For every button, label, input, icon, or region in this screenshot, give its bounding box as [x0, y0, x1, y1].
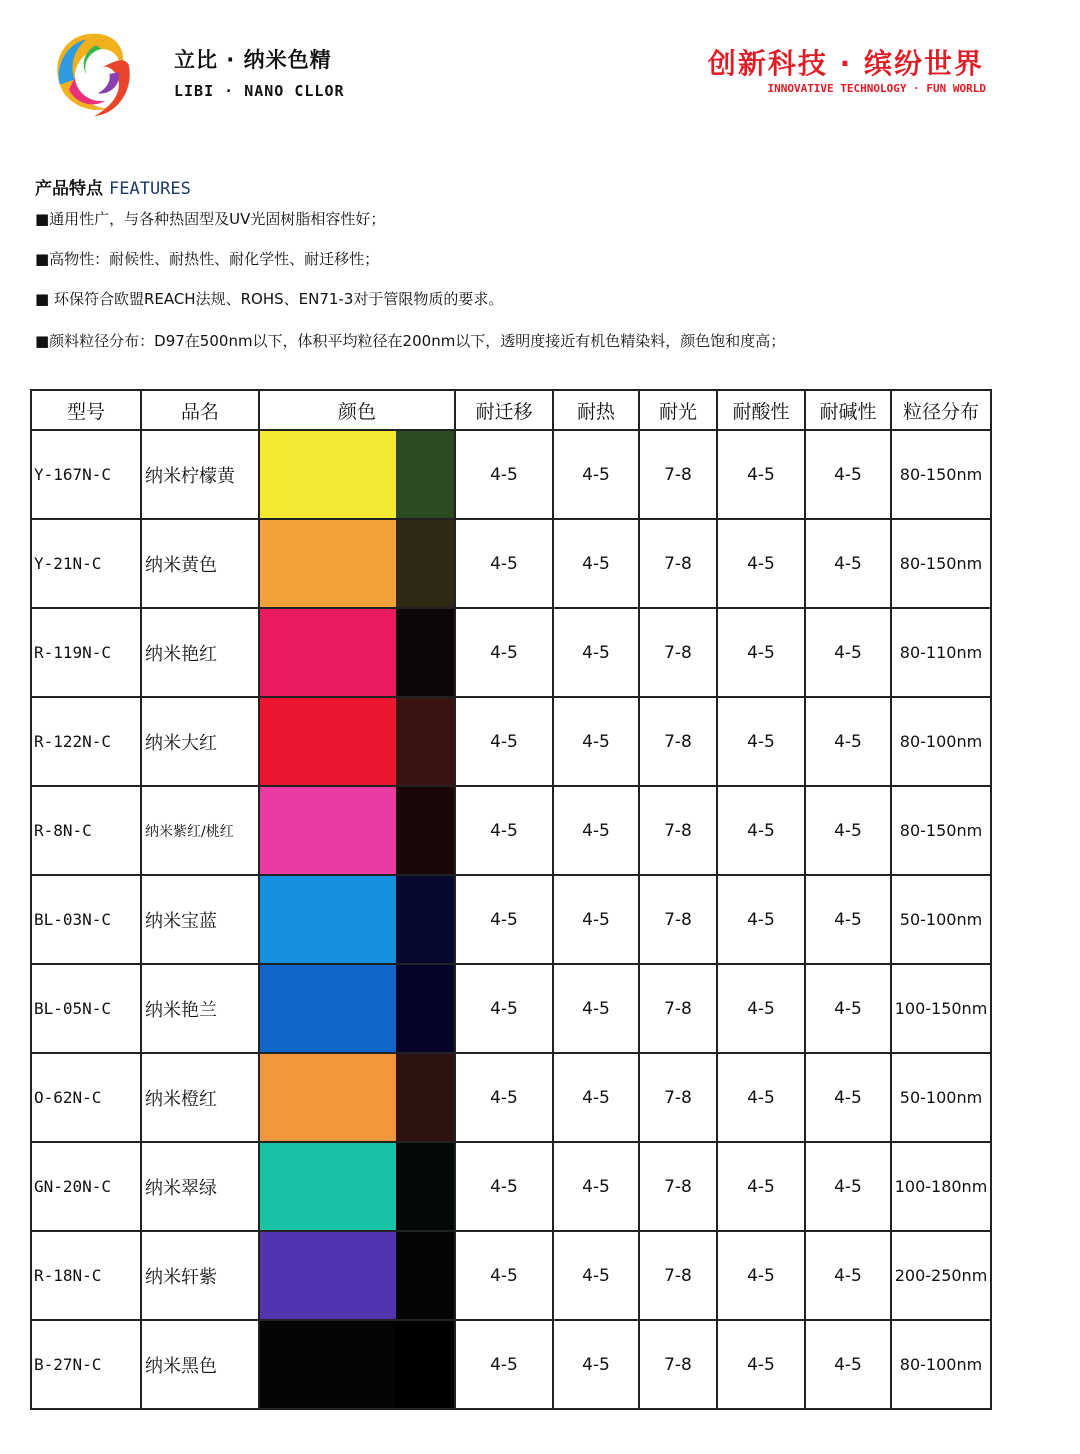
light-cell: 7-8 [639, 519, 717, 608]
swatch-light [260, 431, 396, 518]
alkali-cell: 4-5 [805, 1231, 891, 1320]
heat-cell: 4-5 [553, 1053, 639, 1142]
light-cell: 7-8 [639, 1320, 717, 1409]
particle-size-cell: 100-150nm [891, 964, 991, 1053]
migration-cell: 4-5 [455, 697, 553, 786]
table-row [31, 786, 991, 875]
alkali-cell: 4-5 [805, 430, 891, 519]
heat-cell: 4-5 [553, 1142, 639, 1231]
heat-cell: 4-5 [553, 964, 639, 1053]
particle-size-cell: 80-150nm [891, 519, 991, 608]
acid-cell: 4-5 [717, 697, 805, 786]
color-swatch-cell [259, 430, 455, 519]
table-row [31, 1053, 991, 1142]
swatch-dark [396, 787, 454, 874]
color-swatch-cell [259, 519, 455, 608]
swatch-dark [396, 1143, 454, 1230]
spec-table [30, 389, 992, 1410]
color-swatch-cell [259, 697, 455, 786]
migration-cell: 4-5 [455, 786, 553, 875]
alkali-cell: 4-5 [805, 697, 891, 786]
migration-cell: 4-5 [455, 964, 553, 1053]
header-migration: 耐迁移 [455, 390, 553, 430]
swatch-dark [396, 609, 454, 696]
model-cell: GN-20N-C [31, 1142, 141, 1231]
acid-cell: 4-5 [717, 786, 805, 875]
particle-size-cell: 80-100nm [891, 1320, 991, 1409]
product-name-cell: 纳米黑色 [141, 1320, 259, 1409]
header-acid: 耐酸性 [717, 390, 805, 430]
swatch-light [260, 787, 396, 874]
acid-cell: 4-5 [717, 430, 805, 519]
acid-cell: 4-5 [717, 1320, 805, 1409]
model-cell: R-119N-C [31, 608, 141, 697]
slogan-en: INNOVATIVE TECHNOLOGY · FUN WORLD [767, 82, 986, 95]
swatch-dark [396, 1232, 454, 1319]
heat-cell: 4-5 [553, 697, 639, 786]
product-name-cell: 纳米黄色 [141, 519, 259, 608]
light-cell: 7-8 [639, 1142, 717, 1231]
swatch-dark [396, 431, 454, 518]
migration-cell: 4-5 [455, 1142, 553, 1231]
light-cell: 7-8 [639, 964, 717, 1053]
model-cell: R-8N-C [31, 786, 141, 875]
table-header-row [31, 390, 991, 430]
swatch-dark [396, 520, 454, 607]
product-name-cell: 纳米大红 [141, 697, 259, 786]
table-row [31, 964, 991, 1053]
light-cell: 7-8 [639, 1053, 717, 1142]
color-swatch-cell [259, 1053, 455, 1142]
alkali-cell: 4-5 [805, 875, 891, 964]
color-swatch-cell [259, 786, 455, 875]
product-name-cell: 纳米轩紫 [141, 1231, 259, 1320]
particle-size-cell: 100-180nm [891, 1142, 991, 1231]
table-row [31, 430, 991, 519]
migration-cell: 4-5 [455, 608, 553, 697]
acid-cell: 4-5 [717, 1231, 805, 1320]
feature-item: ■颜料粒径分布：D97在500nm以下，体积平均粒径在200nm以下，透明度接近有机色精染料，颜色饱和度高； [35, 332, 786, 350]
acid-cell: 4-5 [717, 875, 805, 964]
swatch-light [260, 1143, 396, 1230]
swirl-logo-icon [46, 26, 142, 122]
swatch-dark [396, 876, 454, 963]
model-cell: R-18N-C [31, 1231, 141, 1320]
product-name-cell: 纳米橙红 [141, 1053, 259, 1142]
alkali-cell: 4-5 [805, 1142, 891, 1231]
light-cell: 7-8 [639, 430, 717, 519]
model-cell: BL-03N-C [31, 875, 141, 964]
heat-cell: 4-5 [553, 519, 639, 608]
swatch-dark [396, 1321, 454, 1408]
alkali-cell: 4-5 [805, 1053, 891, 1142]
header-name: 品名 [141, 390, 259, 430]
table-row [31, 1231, 991, 1320]
table-row [31, 697, 991, 786]
model-cell: O-62N-C [31, 1053, 141, 1142]
header-alkali: 耐碱性 [805, 390, 891, 430]
model-cell: BL-05N-C [31, 964, 141, 1053]
slogan-cn: 创新科技 · 缤纷世界 [707, 47, 984, 80]
product-name-cell: 纳米紫红/桃红 [141, 786, 259, 875]
heat-cell: 4-5 [553, 875, 639, 964]
migration-cell: 4-5 [455, 1053, 553, 1142]
alkali-cell: 4-5 [805, 519, 891, 608]
swatch-dark [396, 698, 454, 785]
features-title-cn: 产品特点 [35, 179, 103, 199]
table-row [31, 519, 991, 608]
product-name-cell: 纳米翠绿 [141, 1142, 259, 1231]
swatch-dark [396, 965, 454, 1052]
product-name-cell: 纳米柠檬黄 [141, 430, 259, 519]
acid-cell: 4-5 [717, 1053, 805, 1142]
light-cell: 7-8 [639, 697, 717, 786]
product-name-cell: 纳米艳红 [141, 608, 259, 697]
swatch-light [260, 520, 396, 607]
alkali-cell: 4-5 [805, 608, 891, 697]
migration-cell: 4-5 [455, 430, 553, 519]
color-swatch-cell [259, 964, 455, 1053]
swatch-light [260, 609, 396, 696]
light-cell: 7-8 [639, 875, 717, 964]
particle-size-cell: 80-150nm [891, 786, 991, 875]
color-swatch-cell [259, 1320, 455, 1409]
acid-cell: 4-5 [717, 519, 805, 608]
color-swatch-cell [259, 1142, 455, 1231]
header-particle-size: 粒径分布 [891, 390, 991, 430]
header-color: 颜色 [259, 390, 455, 430]
swatch-light [260, 1232, 396, 1319]
model-cell: Y-21N-C [31, 519, 141, 608]
alkali-cell: 4-5 [805, 1320, 891, 1409]
feature-item: ■通用性广，与各种热固型及UV光固树脂相容性好； [35, 210, 386, 228]
particle-size-cell: 80-150nm [891, 430, 991, 519]
brand-name-en: LIBI · NANO CLLOR [174, 82, 345, 100]
heat-cell: 4-5 [553, 430, 639, 519]
features-title-en: FEATURES [109, 179, 191, 199]
model-cell: Y-167N-C [31, 430, 141, 519]
model-cell: B-27N-C [31, 1320, 141, 1409]
alkali-cell: 4-5 [805, 786, 891, 875]
particle-size-cell: 80-110nm [891, 608, 991, 697]
particle-size-cell: 50-100nm [891, 1053, 991, 1142]
table-row [31, 875, 991, 964]
header-heat: 耐热 [553, 390, 639, 430]
model-cell: R-122N-C [31, 697, 141, 786]
heat-cell: 4-5 [553, 786, 639, 875]
acid-cell: 4-5 [717, 1142, 805, 1231]
swatch-light [260, 1321, 396, 1408]
swatch-light [260, 698, 396, 785]
swatch-dark [396, 1054, 454, 1141]
table-row [31, 1320, 991, 1409]
color-swatch-cell [259, 875, 455, 964]
features-heading [35, 174, 191, 199]
product-name-cell: 纳米宝蓝 [141, 875, 259, 964]
light-cell: 7-8 [639, 786, 717, 875]
migration-cell: 4-5 [455, 519, 553, 608]
header-model: 型号 [31, 390, 141, 430]
heat-cell: 4-5 [553, 1320, 639, 1409]
swatch-light [260, 1054, 396, 1141]
alkali-cell: 4-5 [805, 964, 891, 1053]
light-cell: 7-8 [639, 1231, 717, 1320]
feature-item: ■ 环保符合欧盟REACH法规、ROHS、EN71-3对于管限物质的要求。 [35, 290, 504, 308]
acid-cell: 4-5 [717, 608, 805, 697]
particle-size-cell: 80-100nm [891, 697, 991, 786]
swatch-light [260, 965, 396, 1052]
swatch-light [260, 876, 396, 963]
feature-item: ■高物性：耐候性、耐热性、耐化学性、耐迁移性； [35, 250, 380, 268]
migration-cell: 4-5 [455, 1231, 553, 1320]
migration-cell: 4-5 [455, 875, 553, 964]
heat-cell: 4-5 [553, 1231, 639, 1320]
heat-cell: 4-5 [553, 608, 639, 697]
particle-size-cell: 200-250nm [891, 1231, 991, 1320]
color-swatch-cell [259, 608, 455, 697]
particle-size-cell: 50-100nm [891, 875, 991, 964]
table-row [31, 1142, 991, 1231]
acid-cell: 4-5 [717, 964, 805, 1053]
brand-name-cn: 立比 · 纳米色精 [174, 48, 332, 72]
product-name-cell: 纳米艳兰 [141, 964, 259, 1053]
header-light: 耐光 [639, 390, 717, 430]
color-swatch-cell [259, 1231, 455, 1320]
table-row [31, 608, 991, 697]
light-cell: 7-8 [639, 608, 717, 697]
migration-cell: 4-5 [455, 1320, 553, 1409]
